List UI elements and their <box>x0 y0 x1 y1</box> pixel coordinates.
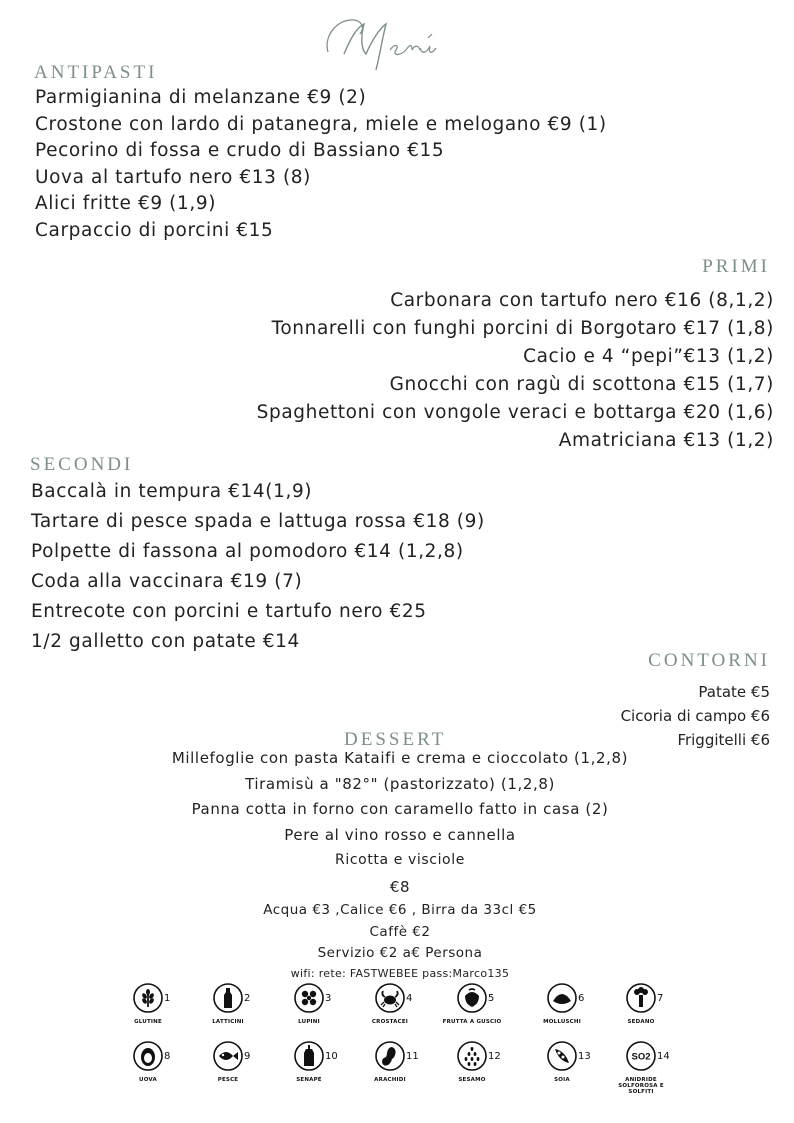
allergen-8 <box>118 1041 178 1083</box>
egg-icon <box>133 1041 163 1071</box>
allergen-label: FRUTTA A GUSCIO <box>442 1019 502 1025</box>
dessert-item: Ricotta e visciole <box>335 852 465 868</box>
allergen-3 <box>279 983 339 1025</box>
allergen-number: 2 <box>244 993 251 1004</box>
nut-icon <box>457 983 487 1013</box>
mustard-icon <box>294 1041 324 1071</box>
allergen-label: SENAPE <box>296 1077 322 1083</box>
allergen-5 <box>442 983 502 1025</box>
allergen-number: 11 <box>406 1051 419 1062</box>
allergen-label: CROSTACEI <box>371 1019 409 1025</box>
allergen-1 <box>118 983 178 1025</box>
allergen-number: 3 <box>325 993 332 1004</box>
celery-icon <box>626 983 656 1013</box>
sesame-icon <box>457 1041 487 1071</box>
antipasti-item: Carpaccio di porcini €15 <box>35 219 274 241</box>
milk-bottle-icon <box>213 983 243 1013</box>
wheat-icon <box>133 983 163 1013</box>
allergen-label: SEDANO <box>627 1019 655 1025</box>
secondi-heading: SECONDI <box>30 454 134 475</box>
allergen-number: 6 <box>578 993 585 1004</box>
allergen-number: 5 <box>488 993 495 1004</box>
secondi-list <box>31 477 485 657</box>
secondi-item: Polpette di fassona al pomodoro €14 (1,2,8) <box>31 541 464 562</box>
allergen-number: 12 <box>488 1051 501 1062</box>
allergen-number: 13 <box>578 1051 591 1062</box>
allergen-number: 10 <box>325 1051 338 1062</box>
drinks-line: Acqua €3 ,Calice €6 , Birra da 33cl €5 <box>263 902 537 918</box>
allergen-11 <box>360 1041 420 1083</box>
contorni-item: Cicoria di campo €6 <box>620 707 770 725</box>
allergen-2 <box>198 983 258 1025</box>
crab-icon <box>375 983 405 1013</box>
dessert-block <box>100 746 700 980</box>
allergen-label: ANIDRIDE SOLFOROSA E SOLFITI <box>618 1077 664 1095</box>
service-line: Servizio €2 a€ Persona <box>317 945 483 961</box>
peanut-icon <box>375 1041 405 1071</box>
primi-item: Cacio e 4 “pepi”€13 (1,2) <box>523 346 774 367</box>
primi-list <box>257 287 774 455</box>
so2-icon <box>626 1041 656 1071</box>
secondi-item: Baccalà in tempura €14(1,9) <box>31 481 313 502</box>
contorni-heading: CONTORNI <box>648 650 770 671</box>
antipasti-list <box>35 85 607 244</box>
soy-icon <box>547 1041 577 1071</box>
contorni-list <box>621 680 770 752</box>
so2-icon-text: SO2 <box>631 1051 651 1063</box>
allergen-13 <box>532 1041 592 1083</box>
secondi-item: Coda alla vaccinara €19 (7) <box>31 571 303 592</box>
allergen-number: 7 <box>657 993 664 1004</box>
secondi-item: 1/2 galletto con patate €14 <box>31 631 300 652</box>
menu-title-script <box>320 10 470 80</box>
primi-item: Spaghettoni con vongole veraci e bottarga €20 (1,6) <box>256 402 774 423</box>
allergen-label: SESAMO <box>458 1077 486 1083</box>
wifi-line: wifi: rete: FASTWEBEE pass:Marco135 <box>290 966 510 980</box>
contorni-item: Friggitelli €6 <box>677 731 770 749</box>
primi-item: Carbonara con tartufo nero €16 (8,1,2) <box>390 290 774 311</box>
dessert-item: Millefoglie con pasta Kataifi e crema e cioccolato (1,2,8) <box>171 749 629 767</box>
antipasti-item: Parmigianina di melanzane €9 (2) <box>35 87 367 108</box>
allergen-number: 1 <box>164 993 171 1004</box>
dessert-item: Pere al vino rosso e cannella <box>284 825 516 844</box>
allergen-12 <box>442 1041 502 1083</box>
allergen-number: 14 <box>657 1051 670 1062</box>
allergen-7 <box>611 983 671 1025</box>
allergen-label: MOLLUSCHI <box>543 1019 581 1025</box>
secondi-item: Entrecote con porcini e tartufo nero €25 <box>31 601 427 622</box>
dessert-item: Tiramisù a "82°" (pastorizzato) (1,2,8) <box>245 774 555 793</box>
antipasti-item: Alici fritte €9 (1,9) <box>35 193 217 214</box>
allergen-10 <box>279 1041 339 1083</box>
allergen-6 <box>532 983 592 1025</box>
allergen-label: SOIA <box>554 1077 570 1083</box>
allergen-label: ARACHIDI <box>374 1077 406 1083</box>
allergen-number: 9 <box>244 1051 251 1062</box>
allergen-4 <box>360 983 420 1025</box>
allergen-number: 8 <box>164 1051 171 1062</box>
primi-item: Tonnarelli con funghi porcini di Borgotaro €17 (1,8) <box>271 318 774 339</box>
primi-item: Amatriciana €13 (1,2) <box>558 430 774 451</box>
primi-heading: PRIMI <box>702 256 770 277</box>
antipasti-item: Uova al tartufo nero €13 (8) <box>35 166 311 188</box>
allergen-number: 4 <box>406 993 413 1004</box>
allergen-label: GLUTINE <box>134 1019 162 1025</box>
dessert-heading: DESSERT <box>344 729 447 750</box>
dessert-price: €8 <box>389 877 411 896</box>
primi-item: Gnocchi con ragù di scottona €15 (1,7) <box>389 374 774 395</box>
secondi-item: Tartare di pesce spada e lattuga rossa €18 (9) <box>31 511 485 532</box>
menu-title: Menù <box>320 10 323 11</box>
allergen-14 <box>611 1041 671 1095</box>
allergen-label: PESCE <box>217 1077 239 1083</box>
allergen-label: LUPINI <box>298 1019 320 1025</box>
allergen-9 <box>198 1041 258 1083</box>
lupin-icon <box>294 983 324 1013</box>
dessert-item: Panna cotta in forno con caramello fatto in casa (2) <box>191 800 609 818</box>
allergen-label: UOVA <box>139 1077 157 1083</box>
allergen-label: LATTICINI <box>212 1019 244 1025</box>
coffee-line: Caffè €2 <box>369 923 431 940</box>
contorni-item: Patate €5 <box>698 683 770 701</box>
shell-icon <box>547 983 577 1013</box>
antipasti-item: Pecorino di fossa e crudo di Bassiano €15 <box>35 140 445 161</box>
antipasti-heading: ANTIPASTI <box>34 62 158 83</box>
fish-icon <box>213 1041 243 1071</box>
antipasti-item: Crostone con lardo di patanegra, miele e melogano €9 (1) <box>35 113 607 135</box>
